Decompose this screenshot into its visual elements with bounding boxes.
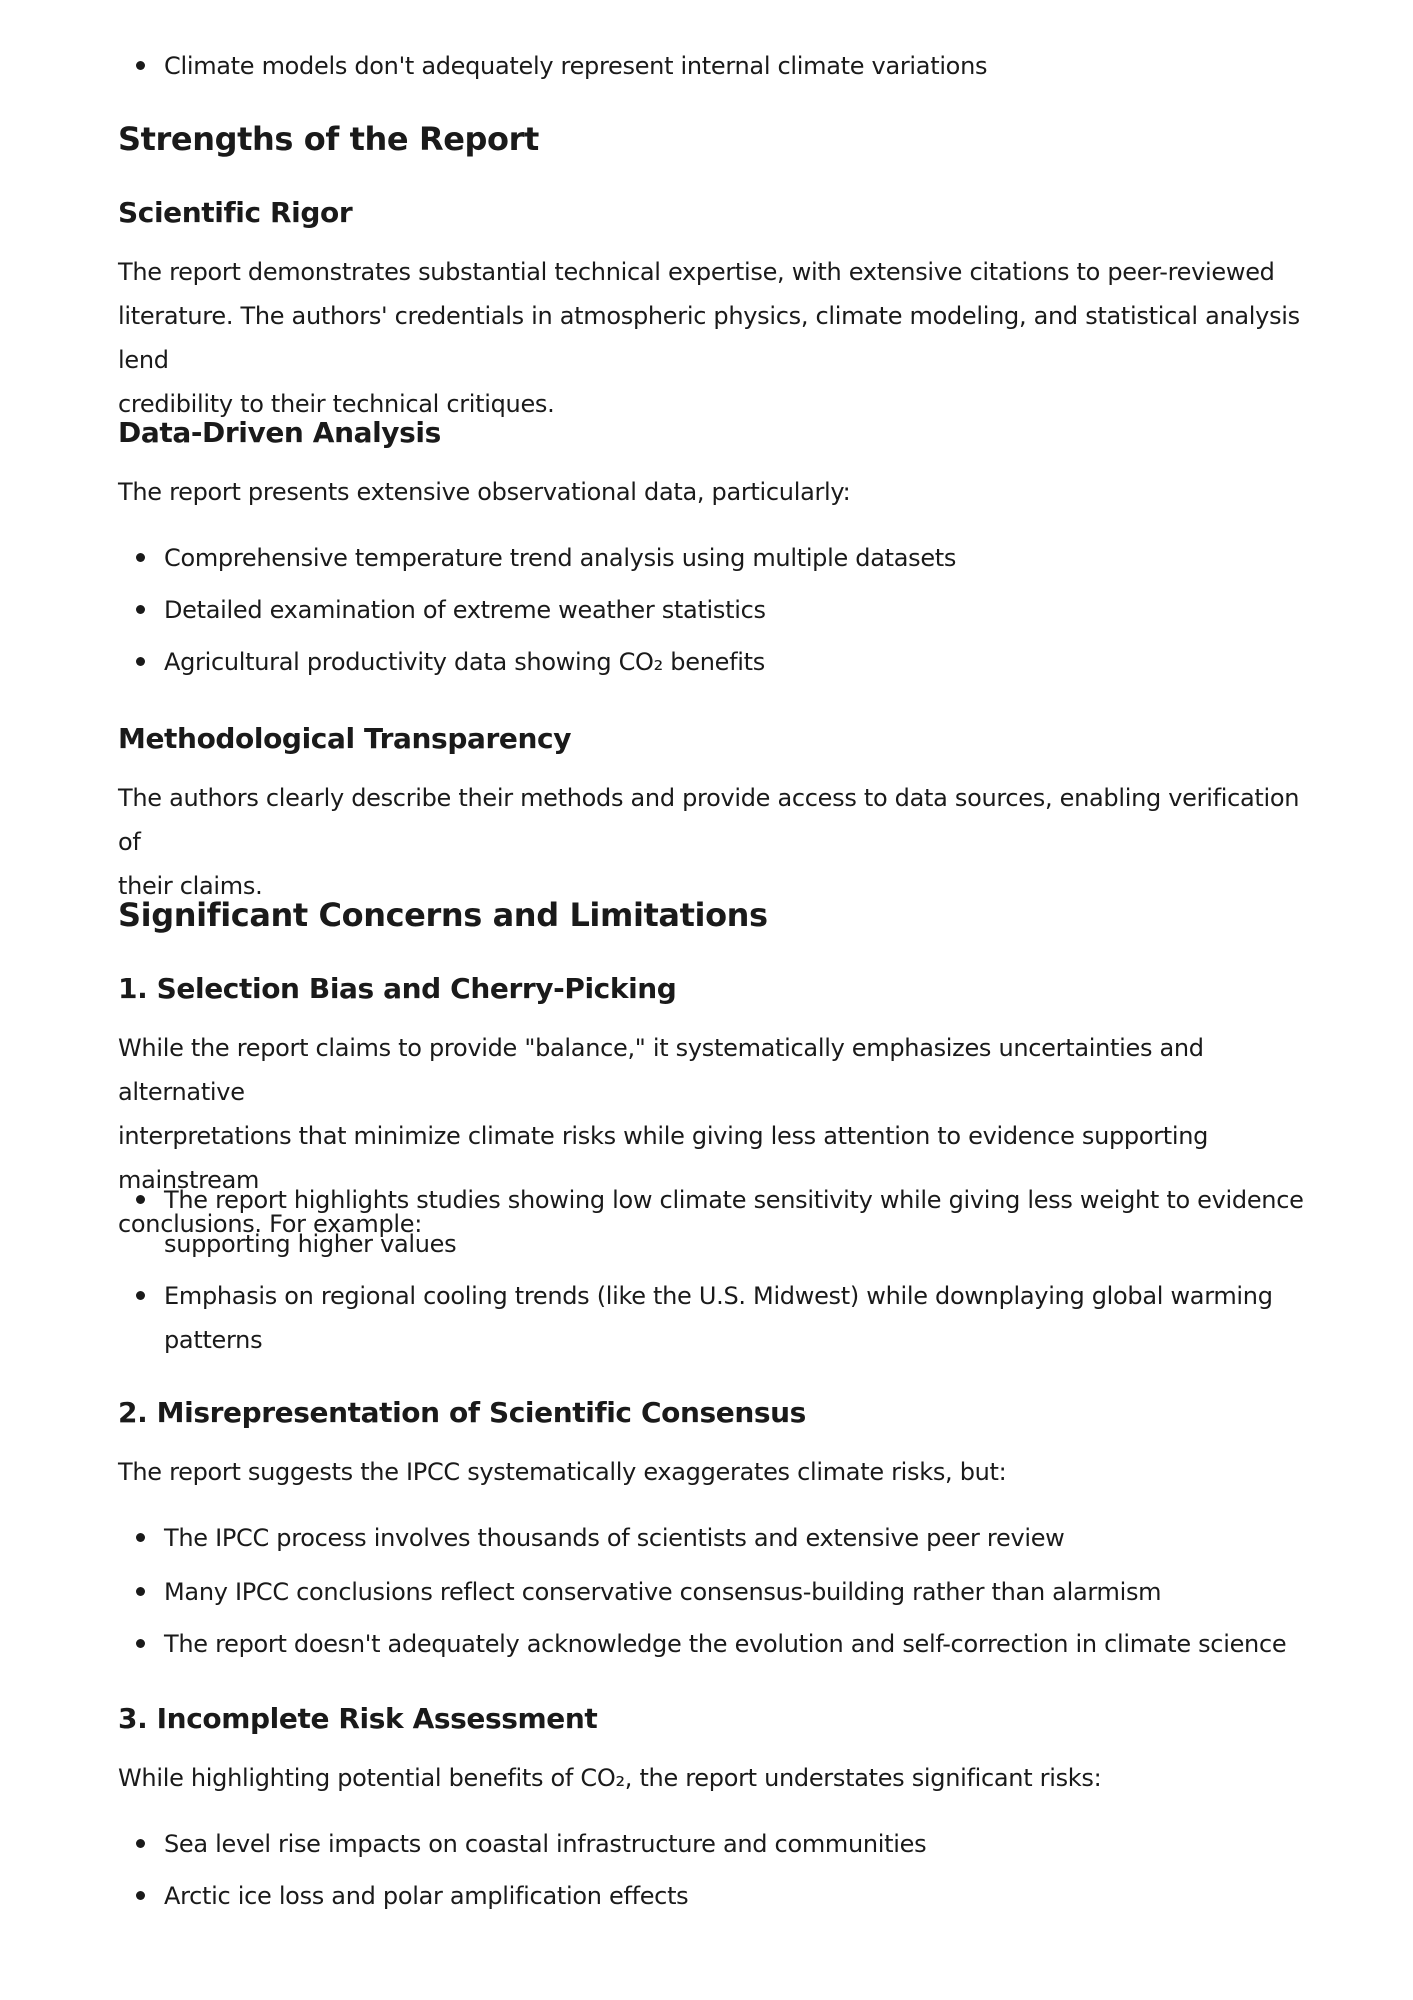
list-item: Emphasis on regional cooling trends (like the U.S. Midwest) while downplaying global warming patterns — [118, 1274, 1318, 1362]
bullet-icon — [136, 1195, 145, 1204]
subheading-risk-assessment: 3. Incomplete Risk Assessment — [118, 1702, 598, 1735]
text-line: The authors clearly describe their methods and provide access to data sources, enabling verification of — [118, 784, 1300, 856]
list-item: The report doesn't adequately acknowledge the evolution and self-correction in climate science — [118, 1622, 1318, 1666]
risk-assessment-list — [118, 1822, 1318, 1918]
bullet-icon — [136, 605, 145, 614]
bullet-icon — [136, 61, 145, 70]
paragraph-risk-assessment-intro: While highlighting potential benefits of CO₂, the report understates significant risks: — [118, 1764, 1102, 1792]
bullet-icon — [136, 1533, 145, 1542]
list-item: Many IPCC conclusions reflect conservative consensus-building rather than alarmism — [118, 1570, 1318, 1614]
paragraph-transparency — [118, 776, 1318, 908]
list-item: Agricultural productivity data showing CO₂ benefits — [118, 640, 1318, 684]
list-item: Comprehensive temperature trend analysis using multiple datasets — [118, 536, 1318, 580]
text-line: conclusions. For example: — [118, 1210, 423, 1238]
subheading-data-driven: Data-Driven Analysis — [118, 416, 441, 449]
paragraph-data-driven-intro: The report presents extensive observational data, particularly: — [118, 478, 851, 506]
bullet-icon — [136, 1891, 145, 1900]
list-item: The report highlights studies showing low climate sensitivity while giving less weight to evidence supporting higher values — [118, 1178, 1318, 1266]
text-line: interpretations that minimize climate risks while giving less attention to evidence supporting mainstream — [118, 1122, 1209, 1194]
subheading-misrepresentation: 2. Misrepresentation of Scientific Consensus — [118, 1396, 806, 1429]
list-item: Climate models don't adequately represent internal climate variations — [118, 44, 1318, 88]
text-line: credibility to their technical critiques. — [118, 390, 555, 418]
section-heading-strengths: Strengths of the Report — [118, 120, 539, 158]
bullet-icon — [136, 1639, 145, 1648]
bullet-icon — [136, 1291, 145, 1300]
misrepresentation-list — [118, 1516, 1318, 1666]
text-line: their claims. — [118, 872, 263, 900]
subheading-scientific-rigor: Scientific Rigor — [118, 196, 353, 229]
paragraph-scientific-rigor — [118, 250, 1318, 426]
bullet-icon — [136, 1587, 145, 1596]
text-line: While the report claims to provide "balance," it systematically emphasizes uncertainties and alternative — [118, 1034, 1204, 1106]
selection-bias-list — [118, 1178, 1318, 1362]
bullet-icon — [136, 553, 145, 562]
list-item: The IPCC process involves thousands of scientists and extensive peer review — [118, 1516, 1318, 1560]
top-bullet-list — [118, 44, 1318, 88]
bullet-icon — [136, 657, 145, 666]
list-item: Arctic ice loss and polar amplification effects — [118, 1874, 1318, 1918]
subheading-transparency: Methodological Transparency — [118, 722, 572, 755]
text-line: The report demonstrates substantial technical expertise, with extensive citations to peer-reviewed — [118, 258, 1275, 286]
data-driven-list — [118, 536, 1318, 684]
section-heading-concerns: Significant Concerns and Limitations — [118, 896, 768, 934]
subheading-selection-bias: 1. Selection Bias and Cherry-Picking — [118, 972, 677, 1005]
list-item: Sea level rise impacts on coastal infrastructure and communities — [118, 1822, 1318, 1866]
list-item: Detailed examination of extreme weather statistics — [118, 588, 1318, 632]
text-line: literature. The authors' credentials in atmospheric physics, climate modeling, and statistical analysis lend — [118, 302, 1300, 374]
paragraph-misrepresentation-intro: The report suggests the IPCC systematically exaggerates climate risks, but: — [118, 1458, 1007, 1486]
bullet-icon — [136, 1839, 145, 1848]
